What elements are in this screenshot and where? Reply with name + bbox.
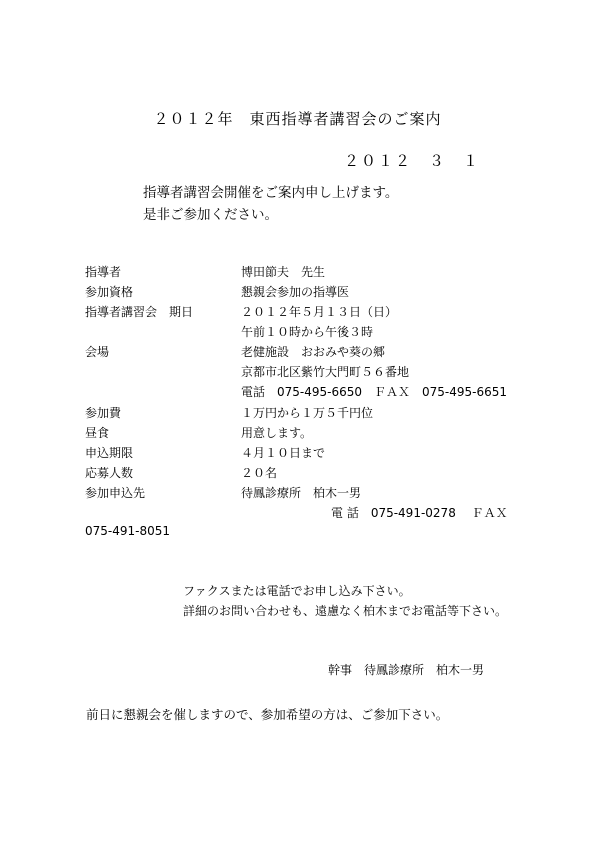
note-line-2: 詳細のお問い合わせも、遠慮なく柏木までお電話等下さい。 xyxy=(183,604,508,618)
fee-value: １万円から１万５千円位 xyxy=(241,406,374,420)
intro-line-2: 是非ご参加ください。 xyxy=(143,207,278,223)
application-label: 参加申込先 xyxy=(85,486,146,500)
intro-line-1: 指導者講習会開催をご案内申し上げます。 xyxy=(143,185,399,201)
event-date-label: 指導者講習会 期日 xyxy=(85,305,194,319)
venue-label: 会場 xyxy=(85,345,110,359)
venue-address: 京都市北区紫竹大門町５６番地 xyxy=(241,365,410,379)
venue-name: 老健施設 おおみや葵の郷 xyxy=(241,345,386,359)
capacity-label: 応募人数 xyxy=(85,466,134,480)
instructor-value: 博田節夫 先生 xyxy=(241,265,326,279)
venue-phone: 電話 075-495-6650 ＦＡＸ 075-495-6651 xyxy=(241,385,508,399)
document-date: ２０１２ ３ １ xyxy=(344,152,481,170)
footer-note: 前日に懇親会を催しますので、参加希望の方は、ご参加下さい。 xyxy=(86,707,449,722)
lunch-value: 用意します。 xyxy=(241,426,313,440)
application-phone: 電 話 075-491-0278 ＦＡＸ xyxy=(331,506,508,520)
fee-label: 参加費 xyxy=(85,406,122,420)
qualification-label: 参加資格 xyxy=(85,285,134,299)
deadline-value: ４月１０日まで xyxy=(241,446,326,460)
event-date-value: ２０１２年５月１３日（日） xyxy=(241,305,398,319)
application-fax: 075-491-8051 xyxy=(85,524,171,538)
deadline-label: 申込期限 xyxy=(85,446,134,460)
instructor-label: 指導者 xyxy=(85,265,122,279)
note-line-1: ファクスまたは電話でお申し込み下さい。 xyxy=(183,584,411,598)
event-time-value: 午前１０時から午後３時 xyxy=(241,325,374,339)
qualification-value: 懇親会参加の指導医 xyxy=(241,285,350,299)
capacity-value: ２０名 xyxy=(241,466,278,480)
signature: 幹事 待鳳診療所 柏木一男 xyxy=(328,663,485,677)
lunch-label: 昼食 xyxy=(85,426,110,440)
application-value: 待鳳診療所 柏木一男 xyxy=(241,486,362,500)
document-title: ２０１２年 東西指導者講習会のご案内 xyxy=(153,110,442,128)
